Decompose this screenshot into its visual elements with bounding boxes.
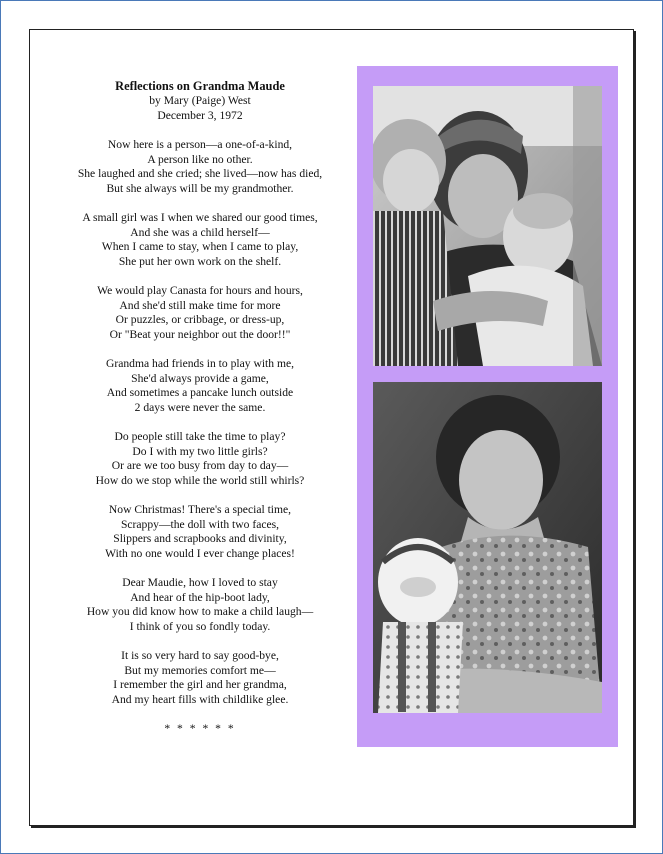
poem-line: And hear of the hip-boot lady, <box>130 590 270 604</box>
stanza-7 <box>60 576 340 634</box>
document-page <box>29 29 634 826</box>
poem-line: With no one would I ever change places! <box>105 546 295 560</box>
poem-line: Now Christmas! There's a special time, <box>108 503 292 517</box>
poem-line: 2 days were never the same. <box>134 400 266 414</box>
poem-line: Do people still take the time to play? <box>114 430 286 444</box>
poem-line: She put her own work on the shelf. <box>118 254 282 268</box>
grandma-photo <box>373 382 602 713</box>
poem-line: But she always will be my grandmother. <box>106 181 294 195</box>
poem-line: She laughed and she cried; she lived—now has died, <box>77 167 323 181</box>
poem-line: Now here is a person—a one-of-a-kind, <box>107 138 293 152</box>
poem-line: Or are we too busy from day to day— <box>111 459 289 473</box>
poem-column <box>60 78 340 737</box>
poem-line: How do we stop while the world still whirls? <box>95 473 305 487</box>
poem-line: A small girl was I when we shared our good times, <box>82 211 318 225</box>
poem-line: And she was a child herself— <box>130 225 270 239</box>
poem-line: Grandma had friends in to play with me, <box>105 357 295 371</box>
family-photo <box>373 86 602 366</box>
stanza-2 <box>60 211 340 269</box>
closing-stars: * * * * * * <box>164 721 236 735</box>
stanza-5 <box>60 430 340 488</box>
poem-title: Reflections on Grandma Maude <box>115 79 285 93</box>
poem-line: Or puzzles, or cribbage, or dress-up, <box>115 313 285 327</box>
poem-line: And my heart fills with childlike glee. <box>111 692 289 706</box>
poem-date: December 3, 1972 <box>157 108 243 122</box>
poem-line: Slippers and scrapbooks and divinity, <box>113 532 287 546</box>
stanza-6 <box>60 503 340 561</box>
poem-line: Scrappy—the doll with two faces, <box>120 517 280 531</box>
poem-line: Or "Beat your neighbor out the door!!" <box>109 327 291 341</box>
poem-line: How you did know how to make a child laugh— <box>86 605 314 619</box>
stanza-8 <box>60 649 340 707</box>
poem-line: I remember the girl and her grandma, <box>113 678 287 692</box>
poem-line: Do I with my two little girls? <box>132 444 268 458</box>
poem-line: When I came to stay, when I came to play, <box>101 240 299 254</box>
poem-author: by Mary (Paige) West <box>149 94 251 107</box>
stanza-1 <box>60 138 340 196</box>
stanza-4 <box>60 357 340 415</box>
poem-line: And sometimes a pancake lunch outside <box>106 386 294 400</box>
poem-line: And she'd still make time for more <box>119 298 281 312</box>
poem-line: A person like no other. <box>147 152 253 166</box>
poem-line: But my memories comfort me— <box>124 663 276 677</box>
poem-line: She'd always provide a game, <box>131 371 269 385</box>
poem-line: I think of you so fondly today. <box>129 619 271 633</box>
poem-line: It is so very hard to say good-bye, <box>121 648 279 662</box>
poem-line: Dear Maudie, how I loved to stay <box>122 576 278 589</box>
stanza-3 <box>60 284 340 342</box>
poem-line: We would play Canasta for hours and hours, <box>97 284 303 298</box>
photo-panel <box>357 66 618 747</box>
